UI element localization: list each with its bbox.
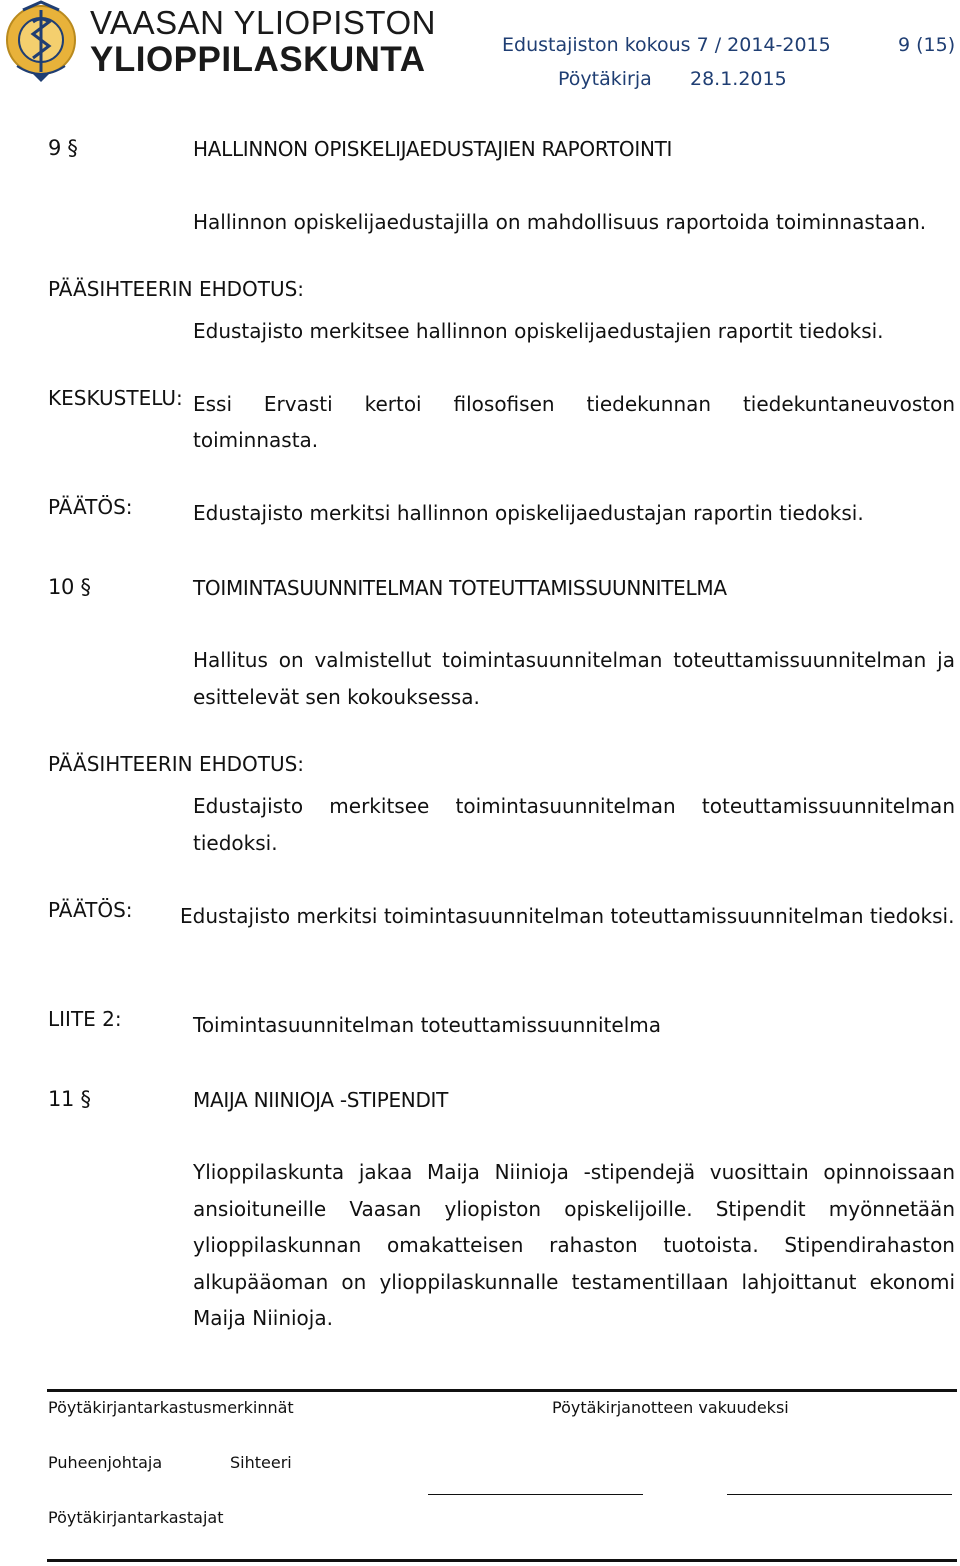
section-11-intro: Ylioppilaskunta jakaa Maija Niinioja -stipendejä vuosittain opinnoissaan ansioituneille Vaasan yliopiston opiskelijoille. Stipendit myönnetään ylioppilaskunnan omakatteisen rahaston tuotoista. Stipendirahaston alkupääoman on ylioppilaskunnalle testamentillaan lahjoittanut ekonomi Maija Niinioja. — [193, 1160, 955, 1330]
section-9-discussion-label: KESKUSTELU: — [48, 386, 183, 410]
footer-top-rule — [47, 1389, 957, 1392]
section-9-proposal: Edustajisto merkitsee hallinnon opiskelijaedustajien raportit tiedoksi. — [193, 319, 884, 343]
section-9-intro: Hallinnon opiskelijaedustajilla on mahdollisuus raportoida toiminnastaan. — [193, 210, 927, 234]
footer-secretary: Sihteeri — [230, 1453, 292, 1472]
page-number: 9 (15) — [898, 34, 956, 56]
section-11-number: 11 § — [48, 1087, 91, 1111]
section-9-decision: Edustajisto merkitsi hallinnon opiskelijaedustajan raportin tiedoksi. — [193, 501, 864, 525]
org-name-line1: VAASAN YLIOPISTON — [90, 4, 436, 41]
document-date: 28.1.2015 — [690, 68, 787, 90]
section-10-proposal-label: PÄÄSIHTEERIN EHDOTUS: — [48, 752, 305, 776]
document-type: Pöytäkirja — [558, 68, 652, 90]
section-9-discussion-line2: toiminnasta. — [193, 428, 319, 452]
section-11-title: MAIJA NIINIOJA -STIPENDIT — [193, 1088, 449, 1112]
footer-chair: Puheenjohtaja — [48, 1453, 163, 1472]
section-9-decision-label: PÄÄTÖS: — [48, 495, 133, 519]
meeting-title: Edustajiston kokous 7 / 2014-2015 — [502, 34, 831, 56]
signature-line-secretary — [727, 1494, 952, 1495]
footer-certified: Pöytäkirjanotteen vakuudeksi — [552, 1398, 789, 1417]
section-10-attachment: Toimintasuunnitelman toteuttamissuunnitelma — [193, 1013, 661, 1037]
signature-line-chair — [428, 1494, 643, 1495]
section-10-decision-label: PÄÄTÖS: — [48, 898, 133, 922]
footer-bottom-rule — [47, 1559, 957, 1562]
section-10-number: 10 § — [48, 575, 91, 599]
footer-review-marks: Pöytäkirjantarkastusmerkinnät — [48, 1398, 294, 1417]
org-name-line2: YLIOPPILASKUNTA — [90, 40, 426, 79]
section-9-discussion-line1: Essi Ervasti kertoi filosofisen tiedekunnan tiedekuntaneuvoston — [193, 392, 955, 416]
footer-reviewers: Pöytäkirjantarkastajat — [48, 1508, 224, 1527]
section-10-title: TOIMINTASUUNNITELMAN TOTEUTTAMISSUUNNITELMA — [193, 576, 727, 600]
section-9-title: HALLINNON OPISKELIJAEDUSTAJIEN RAPORTOINTI — [193, 137, 673, 161]
section-10-intro: Hallitus on valmistellut toimintasuunnitelman toteuttamissuunnitelman ja esittelevät sen kokouksessa. — [193, 648, 955, 709]
student-union-logo-icon — [3, 0, 79, 82]
section-10-decision: Edustajisto merkitsi toimintasuunnitelman toteuttamissuunnitelman tiedoksi. — [180, 904, 955, 928]
section-10-proposal: Edustajisto merkitsee toimintasuunnitelman toteuttamissuunnitelman tiedoksi. — [193, 794, 955, 855]
section-10-attachment-label: LIITE 2: — [48, 1007, 122, 1031]
section-9-proposal-label: PÄÄSIHTEERIN EHDOTUS: — [48, 277, 305, 301]
section-9-number: 9 § — [48, 136, 78, 160]
